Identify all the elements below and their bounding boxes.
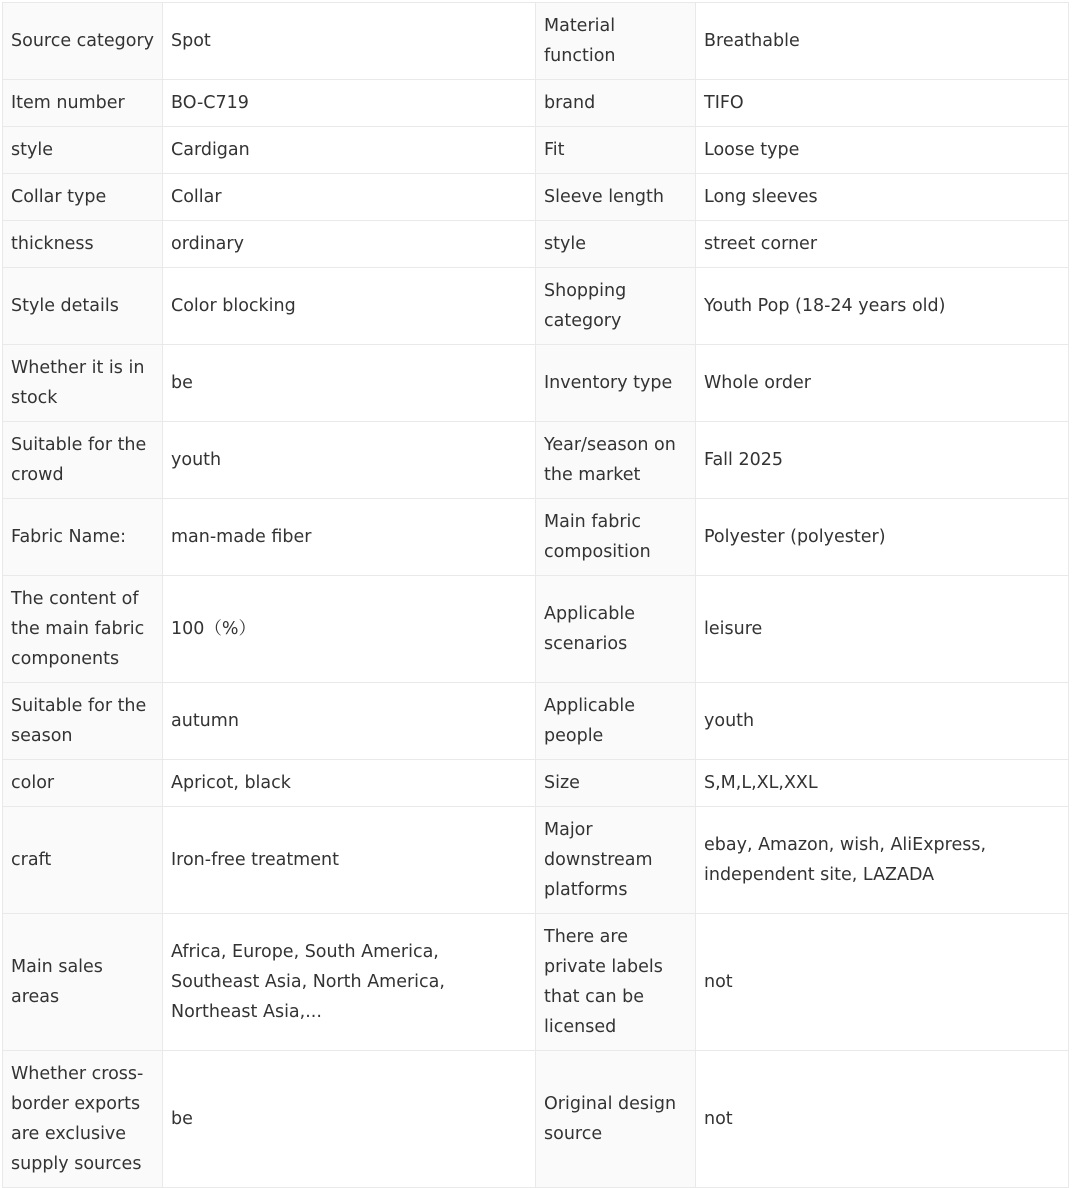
attribute-key: Year/season on the market — [536, 422, 696, 499]
attribute-value: Long sleeves — [696, 174, 1069, 221]
attribute-key: Main sales areas — [3, 914, 163, 1051]
attribute-key: Item number — [3, 80, 163, 127]
attribute-key: Fit — [536, 127, 696, 174]
attribute-key: Main fabric composition — [536, 499, 696, 576]
attribute-value: not — [696, 914, 1069, 1051]
attribute-value: autumn — [163, 683, 536, 760]
attribute-key: Applicable scenarios — [536, 576, 696, 683]
attribute-value: Cardigan — [163, 127, 536, 174]
attribute-value: youth — [163, 422, 536, 499]
attribute-key: style — [536, 221, 696, 268]
attribute-key: Original design source — [536, 1051, 696, 1188]
attribute-value: Polyester (polyester) — [696, 499, 1069, 576]
table-row — [3, 80, 1069, 127]
attribute-value: Youth Pop (18-24 years old) — [696, 268, 1069, 345]
attribute-key: Whether it is in stock — [3, 345, 163, 422]
table-row — [3, 345, 1069, 422]
attribute-value: be — [163, 1051, 536, 1188]
attribute-value: Whole order — [696, 345, 1069, 422]
attribute-key: Whether cross-border exports are exclusive supply sources — [3, 1051, 163, 1188]
table-row — [3, 807, 1069, 914]
table-row — [3, 683, 1069, 760]
attribute-key: There are private labels that can be licensed — [536, 914, 696, 1051]
table-row — [3, 499, 1069, 576]
table-row — [3, 221, 1069, 268]
attribute-key: Suitable for the crowd — [3, 422, 163, 499]
attribute-key: Inventory type — [536, 345, 696, 422]
attribute-key: Fabric Name: — [3, 499, 163, 576]
attribute-key: color — [3, 760, 163, 807]
attribute-value: Iron-free treatment — [163, 807, 536, 914]
attribute-key: Suitable for the season — [3, 683, 163, 760]
attribute-key: The content of the main fabric components — [3, 576, 163, 683]
attribute-value: street corner — [696, 221, 1069, 268]
table-row — [3, 422, 1069, 499]
table-row — [3, 576, 1069, 683]
attribute-value: 100（%） — [163, 576, 536, 683]
attribute-key: Shopping category — [536, 268, 696, 345]
attribute-key: Collar type — [3, 174, 163, 221]
table-row — [3, 174, 1069, 221]
attribute-value: Spot — [163, 3, 536, 80]
attribute-value: Loose type — [696, 127, 1069, 174]
attribute-value: Color blocking — [163, 268, 536, 345]
table-row — [3, 3, 1069, 80]
attribute-value: Africa, Europe, South America, Southeast Asia, North America, Northeast Asia,... — [163, 914, 536, 1051]
attribute-key: Sleeve length — [536, 174, 696, 221]
attribute-value: man-made fiber — [163, 499, 536, 576]
attribute-key: thickness — [3, 221, 163, 268]
table-row — [3, 914, 1069, 1051]
attribute-key: Major downstream platforms — [536, 807, 696, 914]
attribute-value: ebay, Amazon, wish, AliExpress, independent site, LAZADA — [696, 807, 1069, 914]
attribute-value: leisure — [696, 576, 1069, 683]
table-row — [3, 760, 1069, 807]
attribute-value: ordinary — [163, 221, 536, 268]
attribute-key: brand — [536, 80, 696, 127]
attribute-key: craft — [3, 807, 163, 914]
attribute-key: style — [3, 127, 163, 174]
attribute-value: TIFO — [696, 80, 1069, 127]
table-row — [3, 268, 1069, 345]
attribute-value: Fall 2025 — [696, 422, 1069, 499]
attribute-value: Collar — [163, 174, 536, 221]
table-row — [3, 1051, 1069, 1188]
attribute-value: S,M,L,XL,XXL — [696, 760, 1069, 807]
product-attributes-table — [2, 2, 1069, 1188]
attribute-value: BO-C719 — [163, 80, 536, 127]
attribute-value: Apricot, black — [163, 760, 536, 807]
attribute-key: Source category — [3, 3, 163, 80]
attribute-key: Applicable people — [536, 683, 696, 760]
attribute-value: youth — [696, 683, 1069, 760]
attribute-key: Style details — [3, 268, 163, 345]
attributes-body — [3, 3, 1069, 1188]
attribute-key: Size — [536, 760, 696, 807]
attribute-key: Material function — [536, 3, 696, 80]
attribute-value: Breathable — [696, 3, 1069, 80]
table-row — [3, 127, 1069, 174]
attribute-value: not — [696, 1051, 1069, 1188]
attribute-value: be — [163, 345, 536, 422]
